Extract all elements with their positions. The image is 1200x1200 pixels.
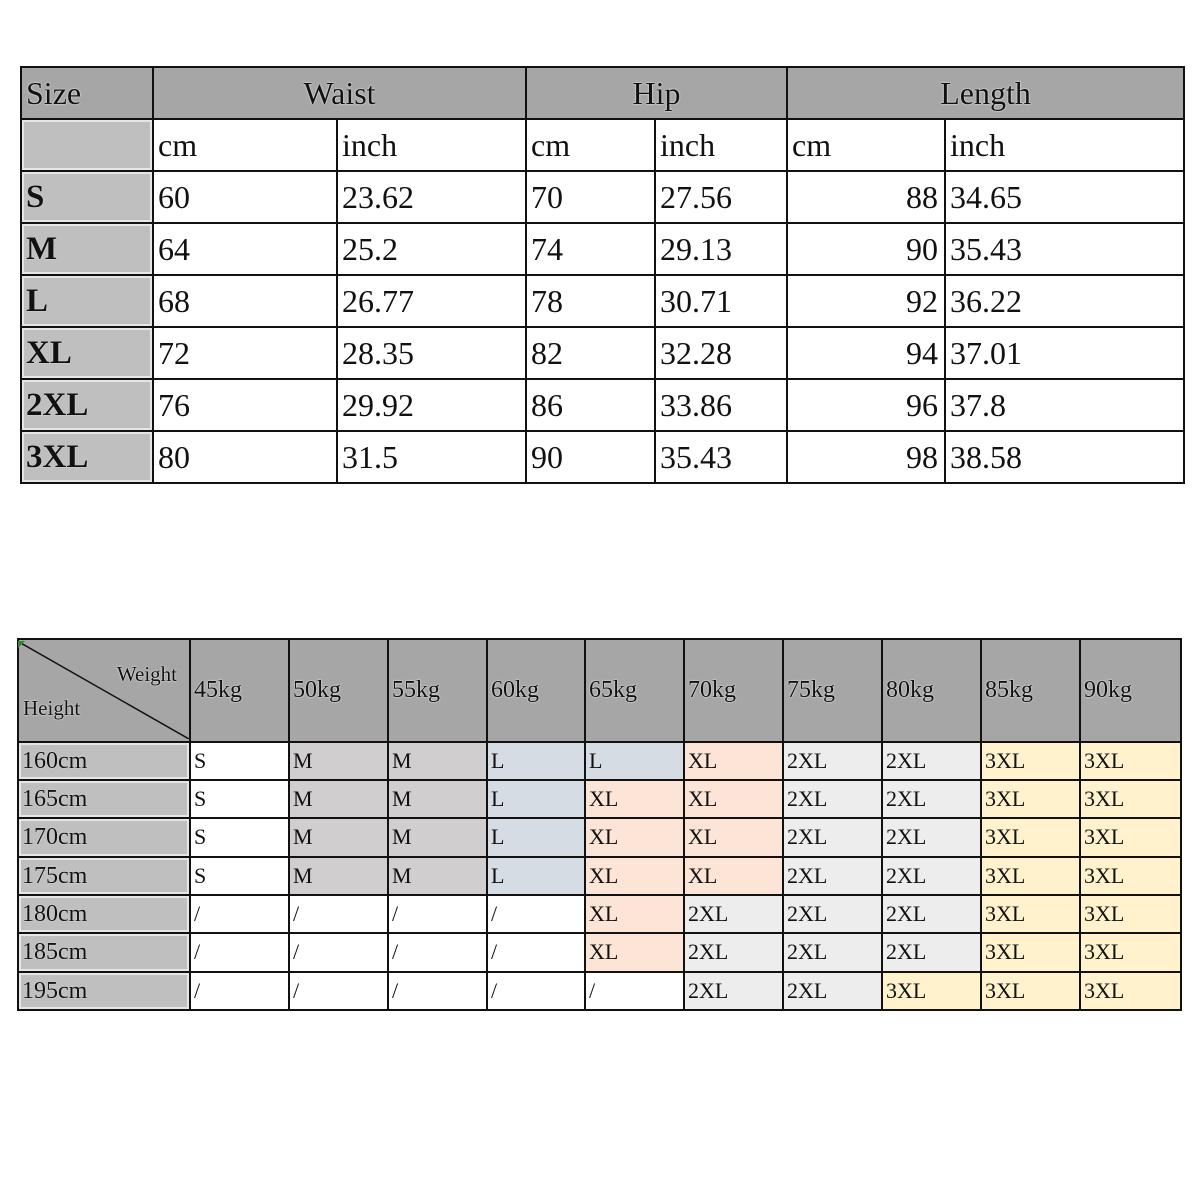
hip-inch-cell: 32.28	[655, 327, 787, 379]
size-row	[21, 379, 1184, 431]
size-label: L	[21, 275, 153, 327]
waist-inch-cell: 25.2	[337, 223, 526, 275]
diagonal-divider-icon	[19, 642, 189, 739]
waist-inch-cell: 31.5	[337, 431, 526, 483]
height-row	[18, 780, 1181, 818]
height-label: 160cm	[18, 742, 190, 780]
height-row	[18, 972, 1181, 1010]
length-inch-cell: 36.22	[945, 275, 1184, 327]
recommended-size-cell: L	[487, 742, 585, 780]
height-row	[18, 895, 1181, 933]
recommended-size-cell: /	[289, 895, 388, 933]
length-cm-cell: 92	[787, 275, 945, 327]
size-column-header: Size	[21, 67, 153, 119]
recommended-size-cell: XL	[585, 895, 684, 933]
recommended-size-cell: XL	[684, 780, 783, 818]
height-row	[18, 818, 1181, 856]
recommended-size-cell: 2XL	[882, 895, 981, 933]
size-recommendation-table	[17, 638, 1182, 1011]
recommended-size-cell: M	[388, 780, 487, 818]
length-cm-cell: 90	[787, 223, 945, 275]
recommended-size-cell: 3XL	[1080, 780, 1181, 818]
waist-inch-cell: 23.62	[337, 171, 526, 223]
size-measurement-table	[20, 66, 1185, 484]
recommended-size-cell: XL	[585, 818, 684, 856]
unit-header: inch	[945, 119, 1184, 171]
size-label: 2XL	[21, 379, 153, 431]
recommended-size-cell: L	[487, 818, 585, 856]
recommended-size-cell: 3XL	[1080, 818, 1181, 856]
recommended-size-cell: /	[289, 933, 388, 971]
recommended-size-cell: 2XL	[684, 933, 783, 971]
recommended-size-cell: M	[289, 742, 388, 780]
recommended-size-cell: 3XL	[981, 933, 1080, 971]
size-row	[21, 327, 1184, 379]
recommended-size-cell: L	[585, 742, 684, 780]
recommended-size-cell: L	[487, 780, 585, 818]
recommended-size-cell: 2XL	[783, 780, 882, 818]
recommended-size-cell: M	[289, 818, 388, 856]
weight-column-header: 90kg	[1080, 639, 1181, 742]
recommended-size-cell: M	[388, 742, 487, 780]
waist-cm-cell: 72	[153, 327, 337, 379]
recommended-size-cell: XL	[585, 857, 684, 895]
waist-inch-cell: 28.35	[337, 327, 526, 379]
hip-cm-cell: 70	[526, 171, 655, 223]
length-inch-cell: 34.65	[945, 171, 1184, 223]
unit-header: inch	[655, 119, 787, 171]
hip-cm-cell: 74	[526, 223, 655, 275]
waist-cm-cell: 80	[153, 431, 337, 483]
length-cm-cell: 96	[787, 379, 945, 431]
recommended-size-cell: /	[487, 972, 585, 1010]
recommended-size-cell: 3XL	[981, 895, 1080, 933]
size-label: XL	[21, 327, 153, 379]
recommended-size-cell: XL	[585, 933, 684, 971]
hip-inch-cell: 27.56	[655, 171, 787, 223]
recommended-size-cell: 2XL	[684, 972, 783, 1010]
recommended-size-cell: S	[190, 818, 289, 856]
recommended-size-cell: S	[190, 742, 289, 780]
recommended-size-cell: /	[289, 972, 388, 1010]
weight-column-header: 60kg	[487, 639, 585, 742]
height-label: 165cm	[18, 780, 190, 818]
size-rows	[21, 171, 1184, 483]
recommended-size-cell: /	[190, 933, 289, 971]
recommended-size-cell: /	[487, 895, 585, 933]
hip-inch-cell: 33.86	[655, 379, 787, 431]
length-group-header: Length	[787, 67, 1184, 119]
recommended-size-cell: /	[190, 895, 289, 933]
hip-group-header: Hip	[526, 67, 787, 119]
recommended-size-cell: /	[388, 933, 487, 971]
recommended-size-cell: 3XL	[981, 857, 1080, 895]
recommended-size-cell: M	[289, 857, 388, 895]
weight-column-header: 80kg	[882, 639, 981, 742]
size-row	[21, 223, 1184, 275]
recommended-size-cell: /	[190, 972, 289, 1010]
recommended-size-cell: 3XL	[882, 972, 981, 1010]
recommended-size-cell: S	[190, 857, 289, 895]
height-label: 180cm	[18, 895, 190, 933]
waist-inch-cell: 26.77	[337, 275, 526, 327]
weight-column-header: 70kg	[684, 639, 783, 742]
hip-inch-cell: 29.13	[655, 223, 787, 275]
recommended-size-cell: 3XL	[1080, 895, 1181, 933]
recommended-size-cell: 2XL	[882, 780, 981, 818]
waist-cm-cell: 76	[153, 379, 337, 431]
recommended-size-cell: 3XL	[1080, 972, 1181, 1010]
hip-cm-cell: 78	[526, 275, 655, 327]
recommended-size-cell: XL	[684, 818, 783, 856]
height-label: 175cm	[18, 857, 190, 895]
length-cm-cell: 88	[787, 171, 945, 223]
unit-header: cm	[153, 119, 337, 171]
recommended-size-cell: /	[388, 895, 487, 933]
hip-inch-cell: 30.71	[655, 275, 787, 327]
length-inch-cell: 35.43	[945, 223, 1184, 275]
recommended-size-cell: 3XL	[981, 818, 1080, 856]
size-row	[21, 171, 1184, 223]
weight-column-header: 55kg	[388, 639, 487, 742]
height-row	[18, 742, 1181, 780]
unit-header: cm	[787, 119, 945, 171]
height-axis-label: Height	[23, 695, 81, 720]
size-label: S	[21, 171, 153, 223]
weight-column-header: 65kg	[585, 639, 684, 742]
weight-column-header: 85kg	[981, 639, 1080, 742]
length-cm-cell: 94	[787, 327, 945, 379]
waist-inch-cell: 29.92	[337, 379, 526, 431]
recommended-size-cell: XL	[684, 742, 783, 780]
recommended-size-cell: 2XL	[882, 818, 981, 856]
recommended-size-cell: 2XL	[783, 972, 882, 1010]
recommended-size-cell: 2XL	[783, 857, 882, 895]
recommended-size-cell: 2XL	[783, 818, 882, 856]
waist-cm-cell: 60	[153, 171, 337, 223]
recommended-size-cell: 2XL	[882, 742, 981, 780]
weight-column-header: 50kg	[289, 639, 388, 742]
recommended-size-cell: 2XL	[783, 895, 882, 933]
unit-header: cm	[526, 119, 655, 171]
unit-header: inch	[337, 119, 526, 171]
recommended-size-cell: XL	[684, 857, 783, 895]
recommended-size-cell: 3XL	[1080, 857, 1181, 895]
recommended-size-cell: M	[388, 818, 487, 856]
recommended-size-cell: 3XL	[1080, 742, 1181, 780]
recommended-size-cell: 3XL	[981, 780, 1080, 818]
recommendation-rows	[18, 742, 1181, 1010]
size-row	[21, 431, 1184, 483]
group-header-row	[21, 67, 1184, 119]
recommended-size-cell: 3XL	[981, 742, 1080, 780]
size-label: M	[21, 223, 153, 275]
recommended-size-cell: 2XL	[783, 742, 882, 780]
recommended-size-cell: S	[190, 780, 289, 818]
recommended-size-cell: M	[388, 857, 487, 895]
recommended-size-cell: XL	[585, 780, 684, 818]
length-cm-cell: 98	[787, 431, 945, 483]
unit-header-row	[21, 119, 1184, 171]
waist-cm-cell: 64	[153, 223, 337, 275]
height-row	[18, 933, 1181, 971]
recommended-size-cell: /	[585, 972, 684, 1010]
length-inch-cell: 38.58	[945, 431, 1184, 483]
recommended-size-cell: /	[487, 933, 585, 971]
waist-group-header: Waist	[153, 67, 526, 119]
recommended-size-cell: L	[487, 857, 585, 895]
recommended-size-cell: M	[289, 780, 388, 818]
empty-size-cell	[21, 119, 153, 171]
waist-cm-cell: 68	[153, 275, 337, 327]
recommended-size-cell: /	[388, 972, 487, 1010]
hip-cm-cell: 90	[526, 431, 655, 483]
recommended-size-cell: 2XL	[882, 933, 981, 971]
height-row	[18, 857, 1181, 895]
hip-cm-cell: 86	[526, 379, 655, 431]
length-inch-cell: 37.01	[945, 327, 1184, 379]
recommended-size-cell: 2XL	[882, 857, 981, 895]
recommended-size-cell: 3XL	[981, 972, 1080, 1010]
weight-header-row	[18, 639, 1181, 742]
height-label: 170cm	[18, 818, 190, 856]
hip-cm-cell: 82	[526, 327, 655, 379]
length-inch-cell: 37.8	[945, 379, 1184, 431]
height-weight-corner-cell	[18, 639, 190, 742]
hip-inch-cell: 35.43	[655, 431, 787, 483]
height-label: 195cm	[18, 972, 190, 1010]
height-label: 185cm	[18, 933, 190, 971]
cell-marker-icon	[18, 641, 25, 648]
size-label: 3XL	[21, 431, 153, 483]
weight-column-header: 45kg	[190, 639, 289, 742]
recommended-size-cell: 2XL	[783, 933, 882, 971]
weight-column-header: 75kg	[783, 639, 882, 742]
recommended-size-cell: 3XL	[1080, 933, 1181, 971]
weight-axis-label: Weight	[116, 661, 177, 686]
size-row	[21, 275, 1184, 327]
recommended-size-cell: 2XL	[684, 895, 783, 933]
